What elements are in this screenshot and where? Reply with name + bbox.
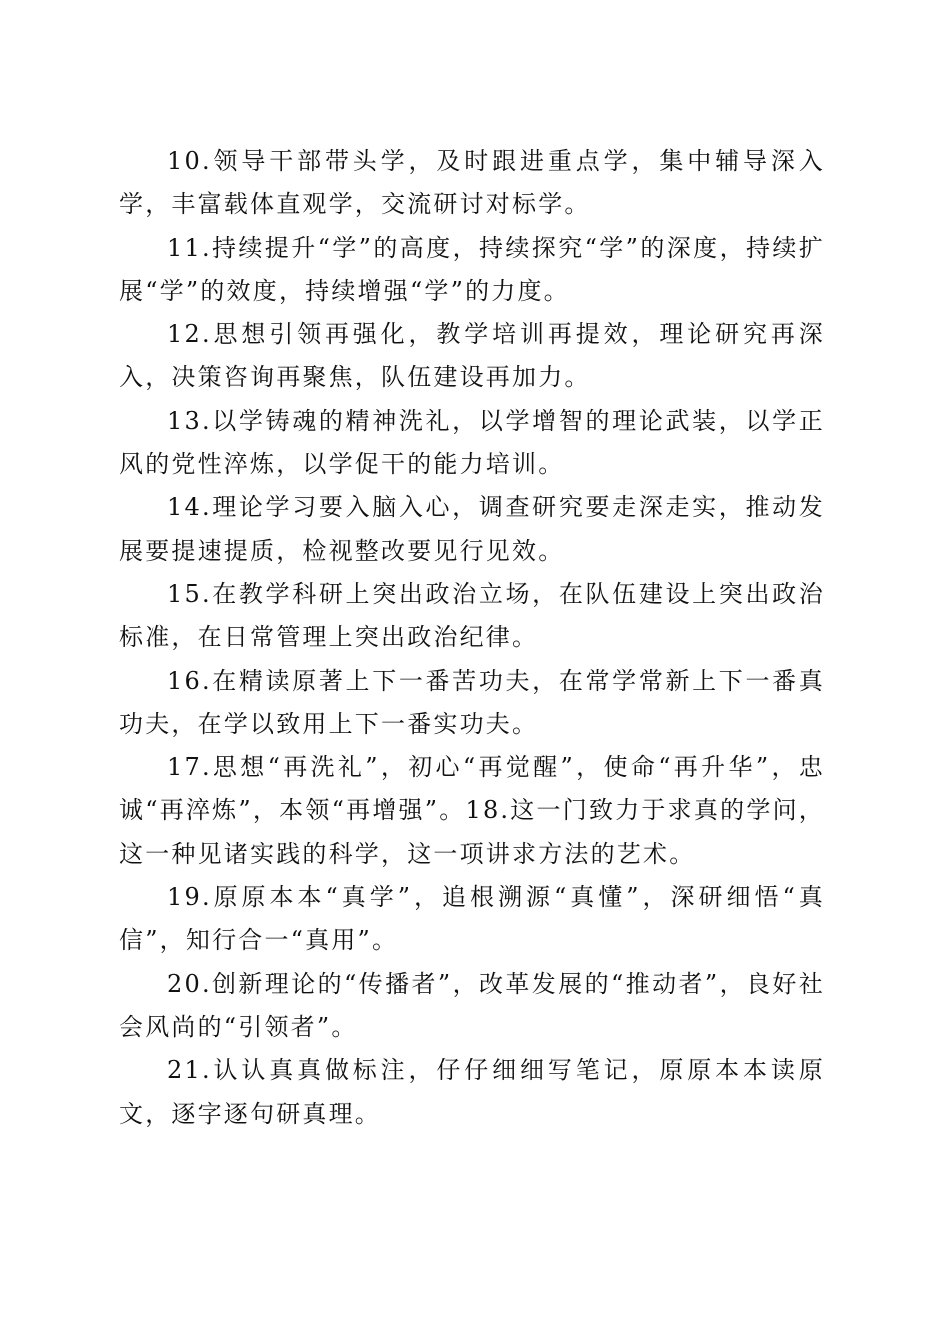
paragraph-11: 11.持续提升“学”的高度，持续探究“学”的深度，持续扩展“学”的效度，持续增强“学”的力度。 xyxy=(119,233,825,305)
paragraph-15: 15.在教学科研上突出政治立场，在队伍建设上突出政治标准，在日常管理上突出政治纪律。 xyxy=(119,579,825,652)
document-body xyxy=(119,140,825,1136)
paragraph-13: 13.以学铸魂的精神洗礼，以学增智的理论武装，以学正风的党性淬炼，以学促干的能力培训。 xyxy=(119,406,825,479)
paragraph-20: 20.创新理论的“传播者”，改革发展的“推动者”，良好社会风尚的“引领者”。 xyxy=(119,969,825,1041)
paragraph-21: 21.认认真真做标注，仔仔细细写笔记，原原本本读原文，逐字逐句研真理。 xyxy=(119,1056,825,1128)
paragraph-14: 14.理论学习要入脑入心，调查研究要走深走实，推动发展要提速提质，检视整改要见行见效。 xyxy=(119,493,825,565)
paragraph-16: 16.在精读原著上下一番苦功夫，在常学常新上下一番真功夫，在学以致用上下一番实功夫。 xyxy=(119,666,825,738)
paragraph-12: 12.思想引领再强化，教学培训再提效，理论研究再深入，决策咨询再聚焦，队伍建设再加力。 xyxy=(119,320,825,392)
paragraph-17-18: 17.思想“再洗礼”，初心“再觉醒”，使命“再升华”，忠诚“再淬炼”，本领“再增强”。18.这一门致力于求真的学问，这一种见诸实践的科学，这一项讲求方法的艺术。 xyxy=(119,753,825,868)
paragraph-19: 19.原原本本“真学”，追根溯源“真懂”，深研细悟“真信”，知行合一“真用”。 xyxy=(119,883,825,955)
paragraph-10: 10.领导干部带头学，及时跟进重点学，集中辅导深入学，丰富载体直观学，交流研讨对标学。 xyxy=(119,147,825,219)
